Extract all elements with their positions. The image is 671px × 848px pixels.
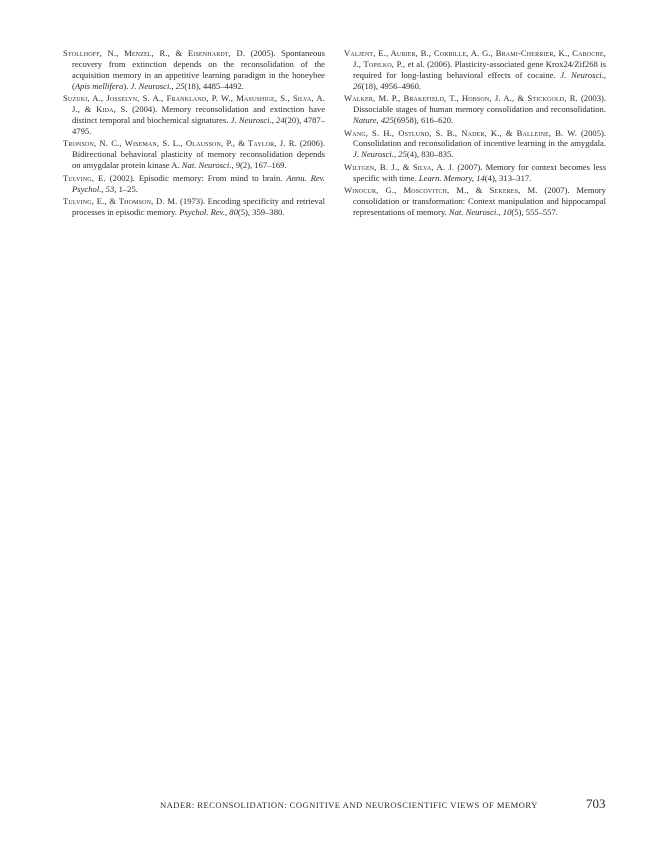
reference-title: Memory for context becomes less specific with time.	[353, 161, 606, 183]
reference-authors: Tulving, E.	[63, 172, 106, 183]
reference-entry	[344, 128, 606, 161]
reference-entry	[344, 185, 606, 218]
page-number: 703	[586, 796, 606, 811]
reference-journal: Nat. Neurosci.,	[181, 160, 234, 171]
reference-volume: 53	[105, 183, 115, 194]
reference-volume: 9	[235, 160, 240, 171]
reference-year: (2002).	[109, 172, 135, 183]
reference-journal: Nat. Neurosci.,	[448, 207, 501, 218]
reference-pages: (20), 4787–4795.	[72, 115, 325, 136]
reference-authors: Wiltgen, B. J., & Silva, A. J.	[344, 161, 455, 172]
reference-year: (1973).	[180, 196, 206, 207]
reference-volume: 25	[398, 149, 407, 160]
reference-volume: 80	[229, 207, 238, 218]
reference-authors: Stollhoff, N., Menzel, R., & Eisenhardt, D.	[63, 48, 246, 58]
reference-title: Bidirectional behavioral plasticity of memory reconsolidation depends on amygdalar protein kinase A.	[72, 149, 325, 171]
reference-journal: J. Neurosci.,	[560, 69, 606, 80]
reference-authors: Walker, M. P., Brakefield, T., Hobson, J. A., & Stickgold, R.	[344, 93, 578, 104]
reference-volume: 14	[476, 172, 485, 183]
reference-year: et al. (2006).	[407, 58, 453, 69]
reference-title: Plasticity-associated gene Krox24/Zif268 is required for long-lasting behavioral effects of cocaine.	[353, 58, 606, 80]
reference-pages: (4), 830–835.	[406, 149, 454, 160]
reference-year: (2004).	[132, 104, 158, 115]
reference-volume: 10	[502, 207, 512, 218]
reference-title: Dissociable stages of human memory consolidation and reconsolidation.	[353, 104, 606, 115]
reference-year: (2006).	[299, 138, 325, 149]
reference-year: (2007).	[544, 185, 570, 196]
reference-title: Consolidation and reconsolidation of incentive learning in the amygdala.	[353, 138, 606, 149]
reference-title: Episodic memory: From mind to brain.	[138, 172, 283, 183]
reference-year: (2007).	[457, 161, 483, 172]
reference-year: (2005).	[250, 48, 276, 58]
reference-authors: Tronson, N. C., Wiseman, S. L., Olausson, P., & Taylor, J. R.	[63, 138, 297, 149]
reference-journal: J. Neurosci.,	[230, 115, 274, 126]
reference-year: (2005).	[580, 127, 606, 138]
reference-entry	[344, 93, 606, 126]
reference-title: Spontaneous recovery from extinction depends on the reconsolidation of the acquisition memory in an appetitive learning paradigm in the honeybee (	[72, 48, 325, 91]
reference-pages: (18), 4956–4960.	[361, 80, 422, 91]
reference-volume: 25	[175, 80, 185, 91]
reference-entry	[344, 48, 606, 92]
reference-title: Encoding specificity and retrieval processes in episodic memory.	[72, 196, 326, 218]
reference-authors: Suzuki, A., Josselyn, S. A., Frankland, P. W., Masushige, S., Silva, A. J., & Kida, S.	[63, 93, 325, 115]
reference-title: Memory consolidation or transformation: Context manipulation and hippocampal representations of memory.	[353, 185, 606, 218]
running-head: NADER: RECONSOLIDATION: COGNITIVE AND NEUROSCIENTIFIC VIEWS OF MEMORY	[160, 800, 538, 810]
reference-pages: (2), 167–169.	[239, 160, 287, 171]
reference-year: (2003).	[580, 93, 606, 104]
reference-entry	[63, 93, 325, 137]
reference-authors: Tulving, E., & Thomson, D. M.	[63, 196, 178, 207]
reference-pages: (5), 555–557.	[511, 207, 558, 218]
reference-volume: 26	[353, 80, 362, 91]
reference-journal: Learn. Memory,	[418, 172, 475, 183]
reference-species: Apis mellifera	[74, 80, 124, 91]
reference-authors: Wang, S. H., Ostlund, S. B., Nader, K., & Balleine, B. W.	[344, 127, 578, 138]
reference-title: Memory reconsolidation and extinction have distinct temporal and biochemical signatures.	[72, 104, 326, 126]
reference-volume: 425	[380, 115, 394, 126]
reference-pages: (5), 359–380.	[237, 207, 285, 218]
reference-journal: Annu. Rev. Psychol.,	[72, 172, 325, 194]
reference-entry	[344, 162, 606, 184]
reference-title-end: ).	[123, 80, 129, 91]
references-left-column	[63, 48, 325, 220]
references-right-column	[344, 48, 606, 220]
reference-journal: J. Neurosci.,	[353, 149, 397, 160]
reference-journal: Nature,	[353, 115, 379, 126]
reference-pages: (6958), 616–620.	[393, 115, 454, 126]
reference-entry	[63, 138, 325, 171]
reference-entry	[63, 48, 325, 92]
reference-authors: Valjent, E., Aubier, B., Corbille, A. G., Brami-Cherrier, K., Caboche, J., Topilko, P.,	[344, 48, 606, 69]
reference-authors: Winocur, G., Moscovitch, M., & Sekeres, M.	[344, 185, 538, 196]
reference-pages: , 1–25.	[114, 183, 138, 194]
reference-entry	[63, 173, 325, 195]
reference-pages: (4), 313–317.	[484, 172, 532, 183]
reference-volume: 24	[276, 115, 285, 126]
reference-journal: J. Neurosci.,	[130, 80, 174, 91]
reference-journal: Psychol. Rev.,	[179, 207, 228, 218]
reference-pages: (18), 4485–4492.	[184, 80, 244, 91]
reference-entry	[63, 196, 325, 218]
